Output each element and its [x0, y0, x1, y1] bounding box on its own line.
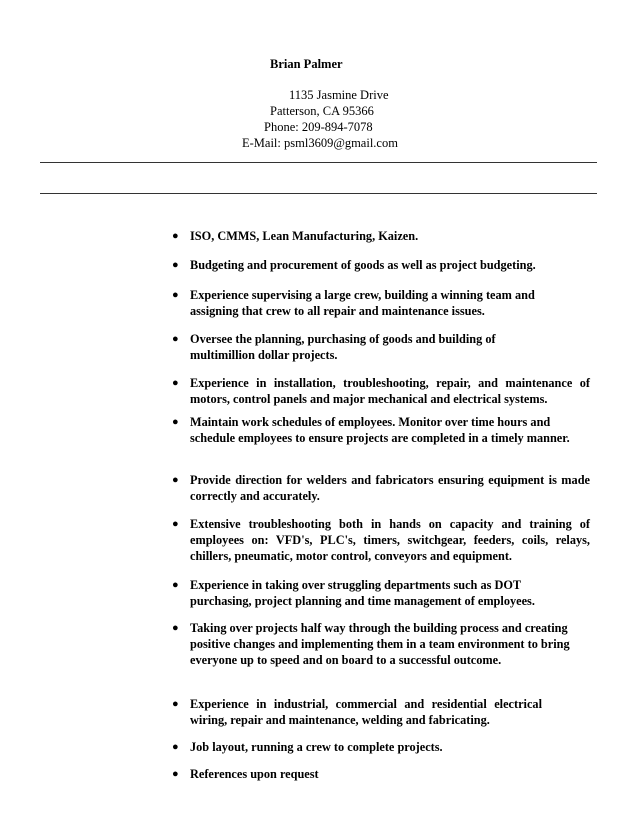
bullet-dot-icon: ● [172, 333, 179, 345]
list-item-text: Budgeting and procurement of goods as well as project budgeting. [190, 258, 536, 272]
list-item-text: Provide direction for welders and fabricators ensuring equipment is made correctly and accurately. [190, 473, 590, 503]
list-item-text: Experience in industrial, commercial and residential electrical wiring, repair and maintenance, welding and fabricating. [190, 697, 542, 727]
list-item-text: References upon request [190, 767, 319, 781]
candidate-name: Brian Palmer [270, 57, 343, 71]
list-item [172, 414, 582, 446]
phone-number: Phone: 209-894-7078 [264, 120, 373, 134]
street-address: 1135 Jasmine Drive [289, 88, 389, 102]
list-item-text: Experience supervising a large crew, building a winning team and assigning that crew to all repair and maintenance issues. [190, 288, 535, 318]
list-item [172, 577, 570, 609]
list-item [172, 766, 590, 782]
city-state-zip: Patterson, CA 95366 [270, 104, 374, 118]
list-item [172, 696, 542, 728]
bullet-dot-icon: ● [172, 579, 179, 591]
bullet-dot-icon: ● [172, 416, 179, 428]
divider-bottom [40, 193, 597, 194]
bullet-dot-icon: ● [172, 518, 179, 530]
list-item [172, 375, 590, 407]
list-item [172, 257, 590, 273]
list-item-text: Job layout, running a crew to complete projects. [190, 740, 443, 754]
bullet-dot-icon: ● [172, 230, 179, 242]
list-item [172, 739, 590, 755]
list-item [172, 620, 590, 668]
bullet-dot-icon: ● [172, 289, 179, 301]
bullet-dot-icon: ● [172, 377, 179, 389]
list-item-text: Extensive troubleshooting both in hands on capacity and training of employees on: VFD's, PLC's, timers, switchgear, feeders, coils, relays, chillers, pneumatic, motor control, conveyors and equipment. [190, 517, 590, 563]
list-item [172, 472, 590, 504]
bullet-dot-icon: ● [172, 768, 179, 780]
email-address: E-Mail: psml3609@gmail.com [242, 136, 398, 150]
divider-top [40, 162, 597, 163]
list-item-text: ISO, CMMS, Lean Manufacturing, Kaizen. [190, 229, 419, 243]
list-item [172, 516, 590, 564]
list-item-text: Experience in installation, troubleshooting, repair, and maintenance of motors, control panels and major mechanical and electrical systems. [190, 376, 590, 406]
list-item [172, 228, 590, 244]
bullet-dot-icon: ● [172, 698, 179, 710]
bullet-dot-icon: ● [172, 259, 179, 271]
list-item-text: Maintain work schedules of employees. Monitor over time hours and schedule employees to ensure projects are completed in a timely manner. [190, 415, 570, 445]
bullet-dot-icon: ● [172, 622, 179, 634]
list-item-text: Experience in taking over struggling departments such as DOT purchasing, project planning and time management of employees. [190, 578, 535, 608]
list-item-text: Taking over projects half way through the building process and creating positive changes and implementing them in a team environment to bring everyone up to speed and on board to a successful outcome. [190, 621, 570, 667]
list-item [172, 331, 530, 363]
list-item [172, 287, 562, 319]
bullet-dot-icon: ● [172, 741, 179, 753]
bullet-dot-icon: ● [172, 474, 179, 486]
list-item-text: Oversee the planning, purchasing of goods and building of multimillion dollar projects. [190, 332, 496, 362]
